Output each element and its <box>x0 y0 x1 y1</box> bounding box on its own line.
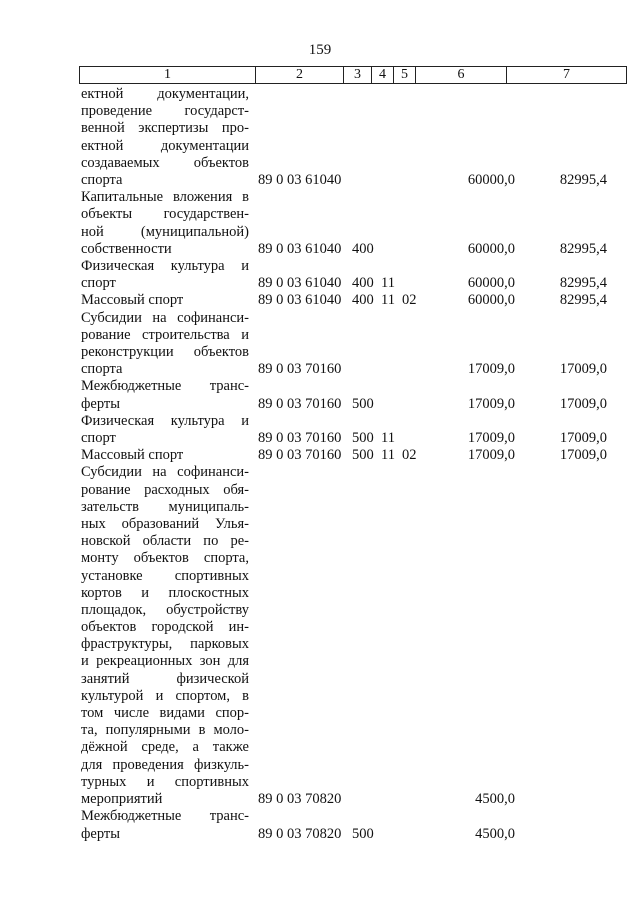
row-name-line: собственности <box>81 240 172 257</box>
row-name <box>81 378 249 412</box>
row-code: 89 0 03 70160 <box>258 361 342 378</box>
row-rz: 11 <box>381 292 395 309</box>
header-col-6: 6 <box>415 67 506 83</box>
row-name-line: спорт <box>81 275 116 292</box>
row-pr: 02 <box>402 292 417 309</box>
row-name-line: объектов городской ин- <box>81 619 249 636</box>
header-col-3: 3 <box>343 67 371 83</box>
row-name-line: ферты <box>81 395 120 412</box>
row-name-line: культурой и спортом, в <box>81 687 249 704</box>
row-value-7: 82995,4 <box>559 240 607 257</box>
row-name-line: новской области по ре- <box>81 533 249 550</box>
row-code: 89 0 03 70160 <box>258 395 342 412</box>
row-vr: 500 <box>352 825 374 842</box>
header-col-1: 1 <box>164 67 171 82</box>
row-name-line: Межбюджетные транс- <box>81 808 249 825</box>
row-rz: 11 <box>381 447 395 464</box>
row-name-line: фраструктуры, парковых <box>81 636 249 653</box>
row-name-line: Массовый спорт <box>81 292 184 309</box>
row-value-6: 60000,0 <box>467 292 515 309</box>
row-value-6: 17009,0 <box>467 429 515 446</box>
row-name <box>81 464 249 808</box>
row-name <box>81 310 249 379</box>
row-value-6: 17009,0 <box>467 395 515 412</box>
row-name-line: мероприятий <box>81 790 163 807</box>
row-name-line: Субсидии на софинанси- <box>81 309 249 326</box>
row-name-line: проведение государст- <box>81 103 249 120</box>
row-value-6: 4500,0 <box>475 791 515 808</box>
row-code: 89 0 03 61040 <box>258 172 342 188</box>
row-name-line: ектной документации, <box>81 86 249 102</box>
row-value-6: 60000,0 <box>467 240 515 257</box>
row-pr: 02 <box>402 447 417 464</box>
row-name-line: том числе видами спор- <box>81 705 249 722</box>
row-name-line: площадок, обустройству <box>81 601 249 618</box>
row-name-line: Физическая культура и <box>81 412 249 429</box>
row-name-line: для проведения физкуль- <box>81 756 249 773</box>
row-code: 89 0 03 70160 <box>258 429 342 446</box>
row-vr: 500 <box>352 429 374 446</box>
header-col-5: 5 <box>393 67 415 83</box>
row-name-line: и рекреационных зон для <box>81 653 249 670</box>
page-number: 159 <box>308 42 332 58</box>
row-value-6: 17009,0 <box>467 447 515 464</box>
row-name-line: Субсидии на софинанси- <box>81 464 249 481</box>
row-name <box>81 447 249 464</box>
row-name-line: Массовый спорт <box>81 447 184 464</box>
row-code: 89 0 03 61040 <box>258 292 342 309</box>
row-name-line: венной экспертизы про- <box>81 120 249 137</box>
row-code: 89 0 03 61040 <box>258 275 342 292</box>
row-value-7: 82995,4 <box>559 172 607 188</box>
row-name-line: Физическая культура и <box>81 258 249 274</box>
table-header <box>79 66 627 84</box>
row-name-line: ферты <box>81 825 120 842</box>
row-vr: 400 <box>352 275 374 292</box>
row-value-6: 17009,0 <box>467 361 515 378</box>
row-name-line: реконструкции объектов <box>81 343 249 360</box>
row-rz: 11 <box>381 429 395 446</box>
row-name-line: турных и спортивных <box>81 773 249 790</box>
row-name-line: ектной документации <box>81 137 249 154</box>
row-value-7: 17009,0 <box>559 429 607 446</box>
row-name-line: зательств муниципаль- <box>81 498 249 515</box>
row-name <box>81 86 249 189</box>
row-value-6: 60000,0 <box>467 172 515 188</box>
row-name-line: рование строительства и <box>81 326 249 343</box>
row-name-line: установке спортивных <box>81 567 249 584</box>
row-name <box>81 292 249 309</box>
row-name-line: спорта <box>81 171 123 188</box>
row-value-7: 17009,0 <box>559 395 607 412</box>
row-vr: 500 <box>352 447 374 464</box>
row-name-line: Капитальные вложения в <box>81 189 249 206</box>
row-name-line: монту объектов спорта, <box>81 550 249 567</box>
row-vr: 400 <box>352 292 374 309</box>
row-name-line: ных образований Улья- <box>81 515 249 532</box>
row-value-7: 17009,0 <box>559 447 607 464</box>
row-name <box>81 258 249 292</box>
row-vr: 400 <box>352 240 374 257</box>
row-code: 89 0 03 70820 <box>258 791 342 808</box>
row-name-line: кортов и плоскостных <box>81 584 249 601</box>
row-name-line: занятий физической <box>81 670 249 687</box>
row-name-line: та, популярными в моло- <box>81 722 249 739</box>
row-vr: 500 <box>352 395 374 412</box>
row-code: 89 0 03 70160 <box>258 447 342 464</box>
row-name-line: спорта <box>81 361 123 378</box>
row-code: 89 0 03 61040 <box>258 240 342 257</box>
row-name-line: создаваемых объектов <box>81 154 249 171</box>
row-name <box>81 808 249 842</box>
row-name-line: дёжной среде, а также <box>81 739 249 756</box>
row-name-line: Межбюджетные транс- <box>81 378 249 395</box>
row-code: 89 0 03 70820 <box>258 825 342 842</box>
row-name <box>81 189 249 258</box>
row-rz: 11 <box>381 275 395 292</box>
row-value-7: 82995,4 <box>559 292 607 309</box>
row-name <box>81 413 249 447</box>
row-value-7: 82995,4 <box>559 275 607 292</box>
header-col-7: 7 <box>506 67 626 83</box>
row-name-line: объекты государствен- <box>81 206 249 223</box>
row-value-7: 17009,0 <box>559 361 607 378</box>
row-value-6: 4500,0 <box>475 825 515 842</box>
row-name-line: спорт <box>81 429 116 446</box>
row-name-line: рование расходных обя- <box>81 481 249 498</box>
row-name-line: ной (муниципальной) <box>81 223 249 240</box>
row-value-6: 60000,0 <box>467 275 515 292</box>
header-col-4: 4 <box>371 67 393 83</box>
header-col-2: 2 <box>255 67 343 83</box>
